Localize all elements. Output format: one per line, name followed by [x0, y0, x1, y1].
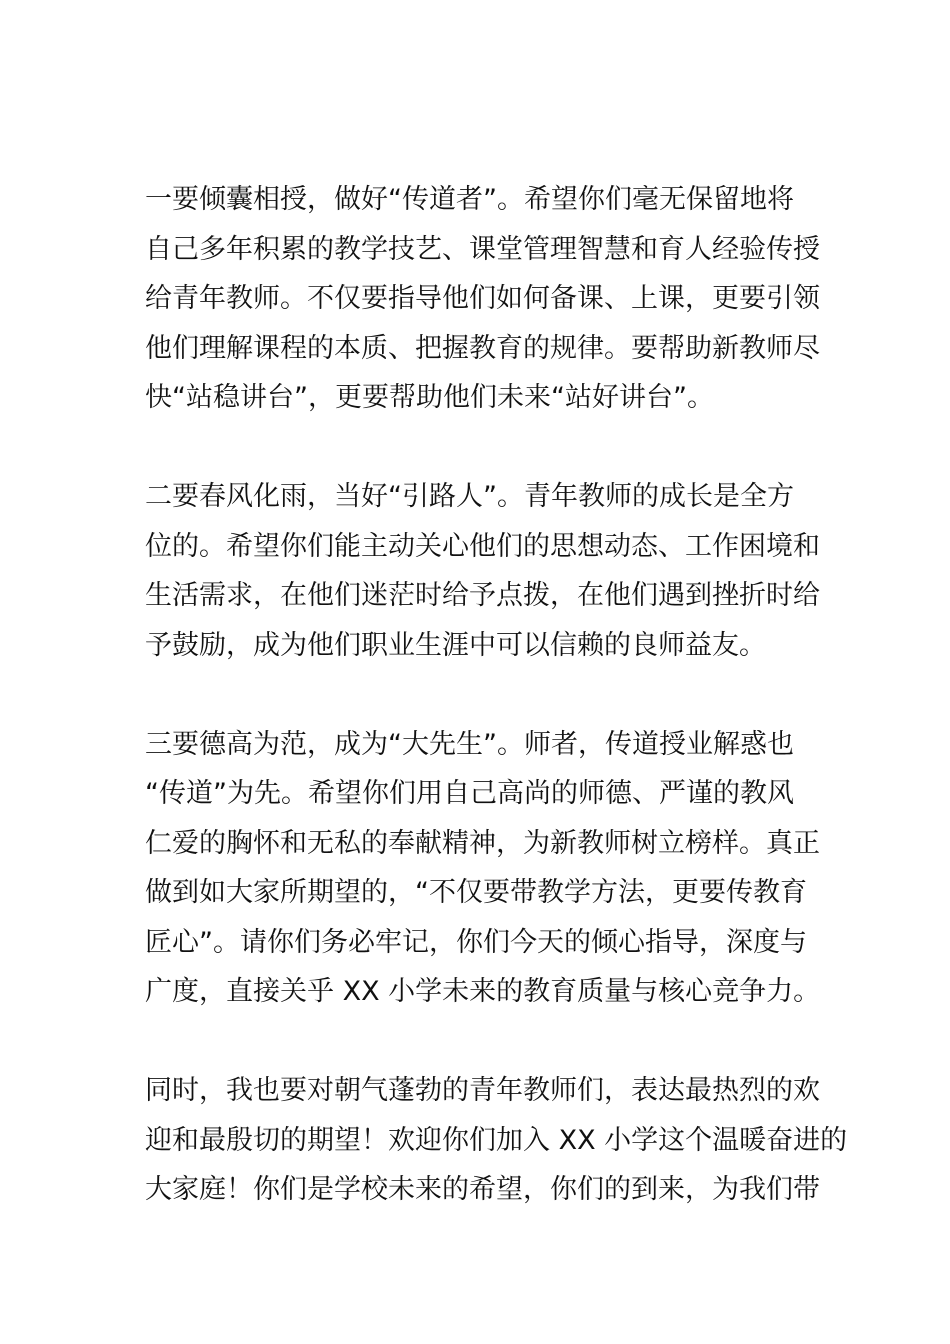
- paragraph-3: [145, 720, 821, 1017]
- text-line: 给青年教师。不仅要指导他们如何备课、上课，更要引领: [145, 283, 820, 314]
- paragraph-2: [145, 472, 820, 670]
- text-line: 同时，我也要对朝气蓬勃的青年教师们，表达最热烈的欢: [145, 1075, 820, 1106]
- document-body: [145, 175, 848, 1264]
- text-line: 生活需求，在他们迷茫时给予点拨，在他们遇到挫折时给: [145, 580, 820, 611]
- text-line: 广度，直接关乎 XX 小学未来的教育质量与核心竞争力。: [145, 976, 821, 1007]
- text-line: 做到如大家所期望的，“不仅要带教学方法，更要传教育: [145, 877, 807, 908]
- text-line: 大家庭！你们是学校未来的希望，你们的到来，为我们带: [145, 1174, 820, 1205]
- text-line: 快“站稳讲台”，更要帮助他们未来“站好讲台”。: [145, 382, 714, 413]
- paragraph-1: [145, 175, 820, 423]
- text-line: 三要德高为范，成为“大先生”。师者，传道授业解惑也: [145, 728, 794, 760]
- text-line: 他们理解课程的本质、把握教育的规律。要帮助新教师尽: [145, 332, 820, 364]
- text-line: 自己多年积累的教学技艺、课堂管理智慧和育人经验传授: [145, 233, 820, 265]
- paragraph-4: [145, 1066, 848, 1215]
- text-line: 二要春风化雨，当好“引路人”。青年教师的成长是全方: [145, 481, 794, 512]
- text-line: “传道”为先。希望你们用自己高尚的师德、严谨的教风: [145, 778, 794, 809]
- text-line: 位的。希望你们能主动关心他们的思想动态、工作困境和: [145, 530, 820, 562]
- text-line: 迎和最殷切的期望！欢迎你们加入 XX 小学这个温暖奋进的: [145, 1124, 848, 1156]
- text-line: 予鼓励，成为他们职业生涯中可以信赖的良师益友。: [145, 629, 766, 661]
- text-line: 匠心”。请你们务必牢记，你们今天的倾心指导，深度与: [145, 926, 807, 958]
- text-line: 仁爱的胸怀和无私的奉献精神，为新教师树立榜样。真正: [145, 827, 820, 859]
- text-line: 一要倾囊相授，做好“传道者”。希望你们毫无保留地将: [145, 184, 794, 215]
